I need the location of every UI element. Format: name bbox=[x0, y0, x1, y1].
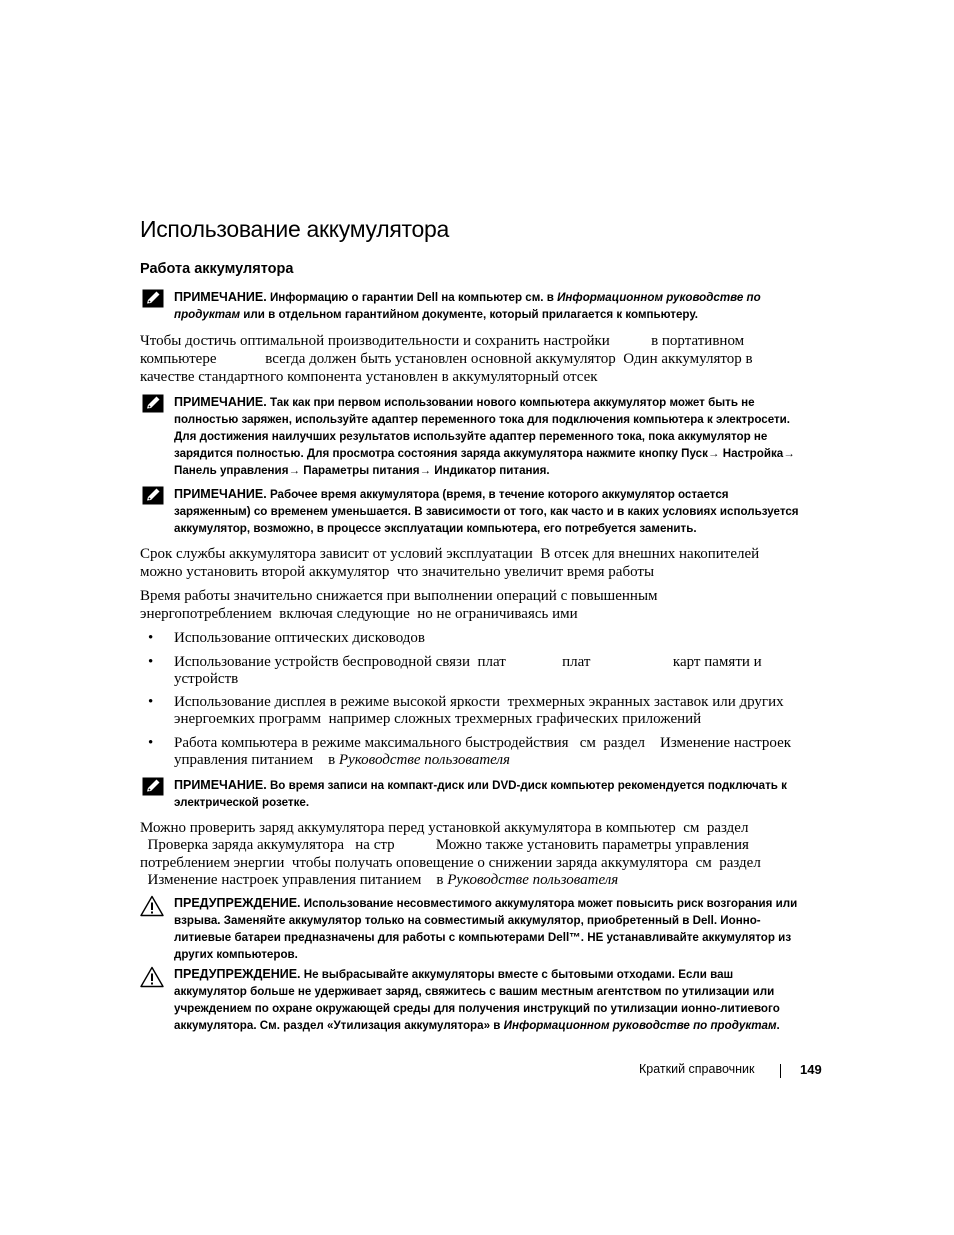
warning-triangle-icon bbox=[140, 966, 164, 988]
bullet-glyph: • bbox=[148, 694, 154, 710]
warning-label: ПРЕДУПРЕЖДЕНИЕ. bbox=[174, 967, 301, 981]
body-paragraph: Можно проверить заряд аккумулятора перед установкой аккумулятора в компьютер см раздел Проверка заряда аккумулятора на стр Можно также установить параметры управления потреблением энергии чтобы получать оповещение о снижении заряда аккумулятора см раздел Изменение настроек управления питанием в Руководстве пользователя bbox=[140, 820, 761, 888]
warning-block: ПРЕДУПРЕЖДЕНИЕ. Не выбрасывайте аккумуляторы вместе с бытовыми отходами. Если ваш аккумулятор больше не удерживает заряд, свяжитесь с вашим местным агентством по утилизации или учреждением по охране окружающей среды для получения инструкций по утилизации ионно-литиевого аккумулятора. См. раздел «Утилизация аккумулятора» в Информационном руководстве по продуктам. bbox=[140, 966, 820, 1036]
page-number: 149 bbox=[800, 1062, 822, 1077]
pencil-note-icon bbox=[142, 777, 164, 796]
section-heading: Работа аккумулятора bbox=[140, 261, 294, 277]
pencil-note-icon bbox=[142, 289, 164, 308]
note-block: ПРИМЕЧАНИЕ. Во время записи на компакт-диск или DVD-диск компьютер рекомендуется подключать к электрической розетке. bbox=[140, 777, 820, 813]
warning-triangle-icon bbox=[140, 895, 164, 917]
body-paragraph: Чтобы достичь оптимальной производительности и сохранить настройки в портативном компьютере всегда должен быть установлен основной аккумулятор Один аккумулятор в качестве стандартного компонента установлен в аккумуляторный отсек bbox=[140, 333, 753, 385]
bullet-glyph: • bbox=[148, 654, 154, 670]
note-block: ПРИМЕЧАНИЕ. Информацию о гарантии Dell на компьютер см. в Информационном руководстве по продуктам или в отдельном гарантийном документе, который прилагается к компьютеру. bbox=[140, 289, 820, 325]
note-label: ПРИМЕЧАНИЕ. bbox=[174, 290, 267, 304]
footer-divider bbox=[780, 1064, 781, 1078]
note-block: ПРИМЕЧАНИЕ. Так как при первом использовании нового компьютера аккумулятор может быть не полностью заряжен, используйте адаптер переменного тока для подключения компьютера к электросети. Для достижения наилучших результатов используйте адаптер переменного тока, пока аккумулятор не зарядится полностью. Для просмотра состояния заряда аккумулятора нажмите кнопку Пуск→ Настройка→ Панель управления→ Параметры питания→ Индикатор питания. bbox=[140, 394, 820, 480]
page-title: Использование аккумулятора bbox=[140, 216, 449, 242]
body-paragraph: Срок службы аккумулятора зависит от условий эксплуатации В отсек для внешних накопителей можно установить второй аккумулятор что значительно увеличит время работы bbox=[140, 546, 760, 580]
pencil-note-icon bbox=[142, 394, 164, 413]
bullet-glyph: • bbox=[148, 630, 154, 646]
body-paragraph: Время работы значительно снижается при выполнении операций с повышенным энергопотреблением включая следующие но не ограничиваясь ими bbox=[140, 588, 658, 622]
note-label: ПРИМЕЧАНИЕ. bbox=[174, 395, 267, 409]
bullet-list: • Использование оптических дисководов • Использование устройств беспроводной связи плат плат карт памяти и устройств • Использование дисплея в режиме высокой яркости трехмерных экранных заставок или других энергоемких программ например сложных трехмерных графических приложений • Работа компьютера в режиме максимального быстродействия см раздел Изменение настроек управления питанием в Руководстве пользователя bbox=[148, 630, 792, 768]
note-label: ПРИМЕЧАНИЕ. bbox=[174, 487, 267, 501]
pencil-note-icon bbox=[142, 486, 164, 505]
bullet-glyph: • bbox=[148, 735, 154, 751]
warning-label: ПРЕДУПРЕЖДЕНИЕ. bbox=[174, 896, 301, 910]
footer-section-label: Краткий справочник bbox=[639, 1062, 755, 1076]
note-label: ПРИМЕЧАНИЕ. bbox=[174, 778, 267, 792]
warning-block: ПРЕДУПРЕЖДЕНИЕ. Использование несовместимого аккумулятора может повысить риск возгорания или взрыва. Заменяйте аккумулятор только на совместимый аккумулятор, приобретенный в Dell. Ионно- литиевые батареи предназначены для работы с компьютерами Dell™. НЕ устанавливайте аккумулятор из других компьютеров. bbox=[140, 895, 820, 965]
note-block: ПРИМЕЧАНИЕ. Рабочее время аккумулятора (время, в течение которого аккумулятор остается заряженным) со временем уменьшается. В зависимости от того, как часто и в каких условиях используется аккумулятор, возможно, в процессе эксплуатации компьютера, его потребуется заменить. bbox=[140, 486, 820, 538]
